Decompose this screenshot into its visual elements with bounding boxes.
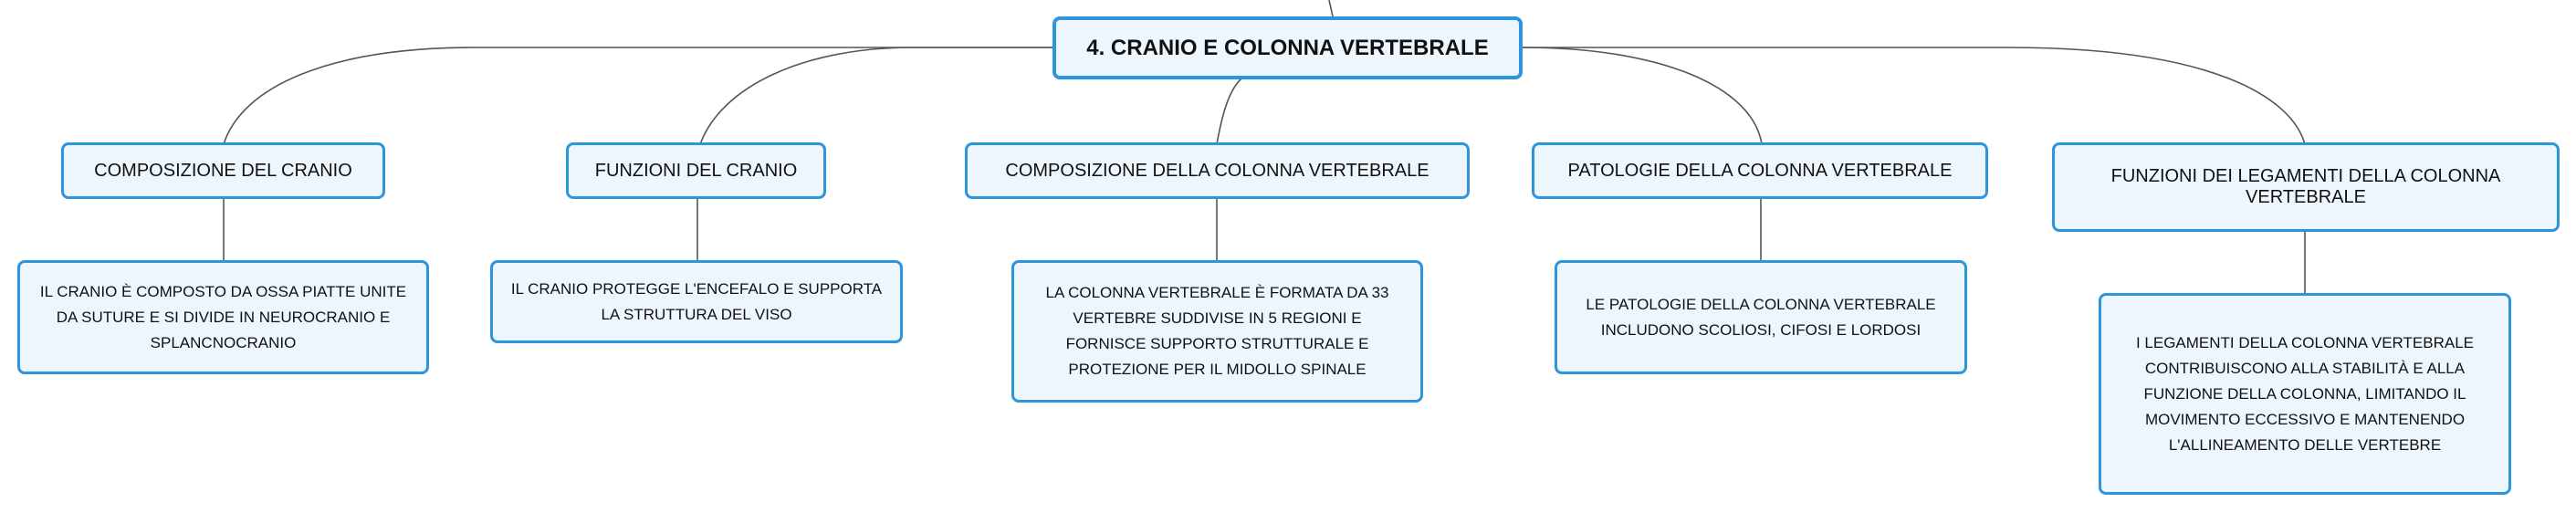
detail-text: I LEGAMENTI DELLA COLONNA VERTEBRALE CONTRIBUISCONO ALLA STABILITÀ E ALLA FUNZIONE DELLA COLONNA, LIMITANDO IL MOVIMENTO ECCESSIVO E MANTENENDO L'ALLINEAMENTO DELLE VERTEBRE	[2135, 333, 2475, 454]
branch-label: FUNZIONI DEL CRANIO	[594, 160, 798, 181]
branch-label: FUNZIONI DEI LEGAMENTI DELLA COLONNA VERTEBRALE	[2110, 166, 2501, 207]
branch-composizione-cranio[interactable]	[61, 142, 385, 199]
branch-composizione-colonna[interactable]	[965, 142, 1470, 199]
branch-funzioni-legamenti[interactable]	[2052, 142, 2560, 232]
detail-patologie-colonna[interactable]	[1555, 260, 1967, 374]
connector-root-branch-5	[1523, 47, 2305, 144]
detail-text: IL CRANIO PROTEGGE L'ENCEFALO E SUPPORTA LA STRUTTURA DEL VISO	[510, 279, 883, 323]
branch-label: PATOLOGIE DELLA COLONNA VERTEBRALE	[1567, 160, 1953, 181]
detail-text: LA COLONNA VERTEBRALE È FORMATA DA 33 VERTEBRE SUDDIVISE IN 5 REGIONI E FORNISCE SUPPORTO STRUTTURALE E PROTEZIONE PER IL MIDOLLO SPINALE	[1045, 284, 1389, 378]
detail-text: IL CRANIO È COMPOSTO DA OSSA PIATTE UNITE DA SUTURE E SI DIVIDE IN NEUROCRANIO E SPLANCNOCRANIO	[39, 282, 407, 351]
branch-label: COMPOSIZIONE DEL CRANIO	[94, 160, 352, 181]
branch-patologie-colonna[interactable]	[1532, 142, 1988, 199]
connector-root-branch-1	[224, 47, 1052, 144]
connector-root-branch-4	[1523, 47, 1762, 144]
detail-funzioni-legamenti[interactable]	[2099, 293, 2511, 495]
detail-composizione-colonna[interactable]	[1011, 260, 1423, 403]
branch-label: COMPOSIZIONE DELLA COLONNA VERTEBRALE	[1005, 160, 1429, 181]
detail-text: LE PATOLOGIE DELLA COLONNA VERTEBRALE INCLUDONO SCOLIOSI, CIFOSI E LORDOSI	[1586, 295, 1936, 339]
connector-parent-root	[1329, 0, 1333, 16]
root-topic-label: 4. CRANIO E COLONNA VERTEBRALE	[1086, 35, 1489, 60]
detail-funzioni-cranio[interactable]	[490, 260, 903, 343]
connector-root-branch-3	[1217, 79, 1241, 144]
detail-composizione-cranio[interactable]	[17, 260, 429, 374]
root-topic[interactable]	[1052, 16, 1523, 79]
connector-root-branch-2	[700, 47, 1052, 144]
branch-funzioni-cranio[interactable]	[566, 142, 826, 199]
